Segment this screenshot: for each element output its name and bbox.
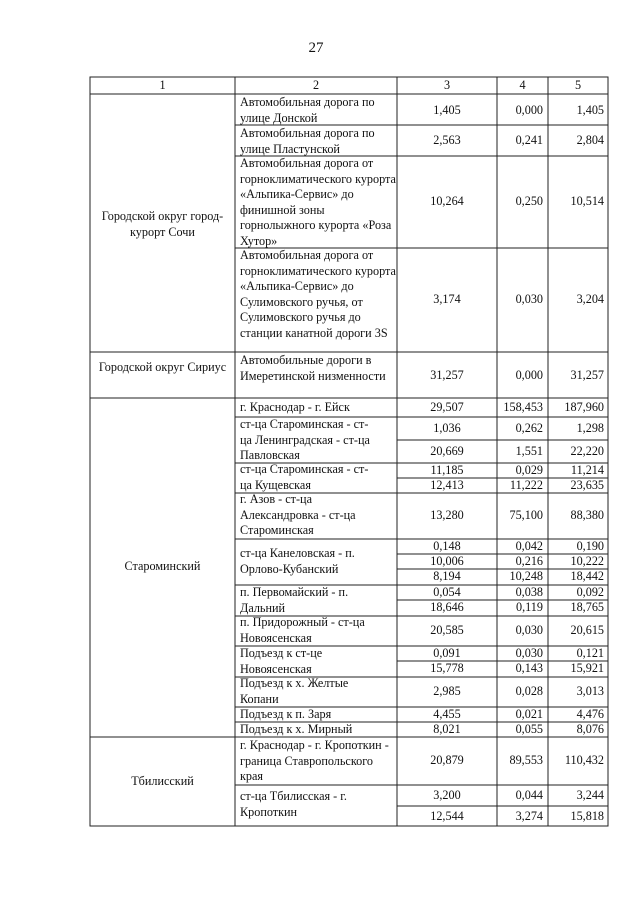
value-cell: 4,455 <box>433 707 461 721</box>
value-cell: 8,076 <box>576 722 604 736</box>
value-cell: 158,453 <box>503 400 543 414</box>
value-cell: 1,551 <box>515 444 543 458</box>
road-name: ст-ца Канеловская - п. Орлово-Кубанский <box>240 546 355 576</box>
value-cell: 8,021 <box>433 722 461 736</box>
value-cell: 18,442 <box>570 569 604 583</box>
value-cell: 88,380 <box>570 508 604 522</box>
value-cell: 31,257 <box>570 368 604 382</box>
road-name: п. Придорожный - ст-ца Новоясенская <box>240 615 365 645</box>
road-name: г. Азов - ст-ца Александровка - ст-ца Староминская <box>240 492 356 537</box>
value-cell: 12,413 <box>430 478 464 492</box>
header-col-3: 3 <box>443 78 451 92</box>
value-cell: 13,280 <box>430 508 464 522</box>
value-cell: 3,174 <box>433 292 461 306</box>
road-name: Автомобильные дороги в Имеретинской низменности <box>240 353 386 383</box>
value-cell: 0,030 <box>515 646 543 660</box>
value-cell: 2,804 <box>576 133 604 147</box>
value-cell: 0,190 <box>576 539 604 553</box>
value-cell: 0,241 <box>515 133 543 147</box>
value-cell: 0,044 <box>515 788 543 802</box>
value-cell: 12,544 <box>430 809 464 823</box>
road-name: г. Краснодар - г. Ейск <box>240 400 350 414</box>
value-cell: 29,507 <box>430 400 464 414</box>
value-cell: 0,038 <box>515 585 543 599</box>
value-cell: 31,257 <box>430 368 464 382</box>
value-cell: 10,264 <box>430 194 464 208</box>
header-col-4: 4 <box>519 78 526 92</box>
header-col-5: 5 <box>574 78 582 92</box>
value-cell: 1,298 <box>576 421 604 435</box>
road-name: ст-ца Староминская - ст-ца Ленинградская - ст-ца Павловская <box>240 417 370 462</box>
road-name: Автомобильная дорога от горноклиматического курорта «Альпика-Сервис» до Сулимовского ручья, от Сулимовского ручья до станции канатной дороги 3S <box>240 248 396 340</box>
road-name: Подъезд к х. Желтые Копани <box>240 676 349 706</box>
value-cell: 20,615 <box>570 623 604 637</box>
value-cell: 3,244 <box>576 788 604 802</box>
value-cell: 0,143 <box>515 661 543 675</box>
value-cell: 10,514 <box>570 194 604 208</box>
value-cell: 0,055 <box>515 722 543 736</box>
road-name: п. Первомайский - п. Дальний <box>240 585 349 615</box>
value-cell: 0,262 <box>515 421 543 435</box>
value-cell: 3,274 <box>515 809 543 823</box>
road-name: Подъезд к п. Заря <box>240 707 332 721</box>
value-cell: 0,030 <box>515 292 543 306</box>
value-cell: 23,635 <box>570 478 604 492</box>
region-sirius: Городской округ Сириус <box>98 360 227 374</box>
value-cell: 0,250 <box>515 194 543 208</box>
header-col-2: 2 <box>312 78 320 92</box>
road-name: г. Краснодар - г. Кропоткин - граница Ставропольского края <box>240 738 389 783</box>
value-cell: 11,222 <box>509 478 543 492</box>
road-name: ст-ца Староминская - ст-ца Кущевская <box>240 462 369 492</box>
value-cell: 4,476 <box>576 707 604 721</box>
value-cell: 1,405 <box>433 103 461 117</box>
value-cell: 2,985 <box>433 684 461 698</box>
value-cell: 1,036 <box>433 421 461 435</box>
value-cell: 0,028 <box>515 684 543 698</box>
region-tbilissky: Тбилисский <box>131 774 194 788</box>
value-cell: 15,921 <box>570 661 604 675</box>
value-cell: 3,200 <box>433 788 461 802</box>
value-cell: 0,119 <box>516 600 543 614</box>
road-name: ст-ца Тбилисская - г. Кропоткин <box>240 789 347 819</box>
value-cell: 0,042 <box>515 539 543 553</box>
value-cell: 11,185 <box>430 463 464 477</box>
value-cell: 8,194 <box>433 569 461 583</box>
road-name: Автомобильная дорога по улице Донской <box>240 95 375 125</box>
value-cell: 0,000 <box>515 368 543 382</box>
road-name: Подъезд к х. Мирный <box>240 722 353 736</box>
value-cell: 20,585 <box>430 623 464 637</box>
road-name: Подъезд к ст-це Новоясенская <box>240 646 323 676</box>
region-starominsky: Староминский <box>124 559 201 573</box>
value-cell: 0,121 <box>576 646 604 660</box>
value-cell: 0,030 <box>515 623 543 637</box>
value-cell: 1,405 <box>576 103 604 117</box>
value-cell: 0,092 <box>576 585 604 599</box>
value-cell: 187,960 <box>564 400 604 414</box>
value-cell: 2,563 <box>433 133 461 147</box>
value-cell: 110,432 <box>564 753 604 767</box>
region-sochi: Городской округ город-курорт Сочи <box>101 209 224 239</box>
value-cell: 0,029 <box>515 463 543 477</box>
value-cell: 10,006 <box>430 554 464 568</box>
value-cell: 18,765 <box>570 600 604 614</box>
value-cell: 10,222 <box>570 554 604 568</box>
value-cell: 22,220 <box>570 444 604 458</box>
value-cell: 15,818 <box>570 809 604 823</box>
value-cell: 0,148 <box>433 539 461 553</box>
value-cell: 0,091 <box>433 646 461 660</box>
value-cell: 3,204 <box>576 292 604 306</box>
value-cell: 11,214 <box>570 463 604 477</box>
value-cell: 18,646 <box>430 600 464 614</box>
value-cell: 3,013 <box>576 684 604 698</box>
value-cell: 0,000 <box>515 103 543 117</box>
value-cell: 75,100 <box>509 508 543 522</box>
value-cell: 20,879 <box>430 753 464 767</box>
value-cell: 89,553 <box>509 753 543 767</box>
value-cell: 15,778 <box>430 661 464 675</box>
value-cell: 0,054 <box>433 585 461 599</box>
value-cell: 20,669 <box>430 444 464 458</box>
value-cell: 0,021 <box>515 707 543 721</box>
page-number: 27 <box>308 40 324 56</box>
value-cell: 10,248 <box>509 569 543 583</box>
road-name: Автомобильная дорога от горноклиматического курорта «Альпика-Сервис» до финишной зоны горнолыжного курорта «Роза Хутор» <box>240 156 396 248</box>
road-name: Автомобильная дорога по улице Пластунской <box>240 126 375 156</box>
value-cell: 0,216 <box>515 554 543 568</box>
header-col-1: 1 <box>159 78 166 92</box>
